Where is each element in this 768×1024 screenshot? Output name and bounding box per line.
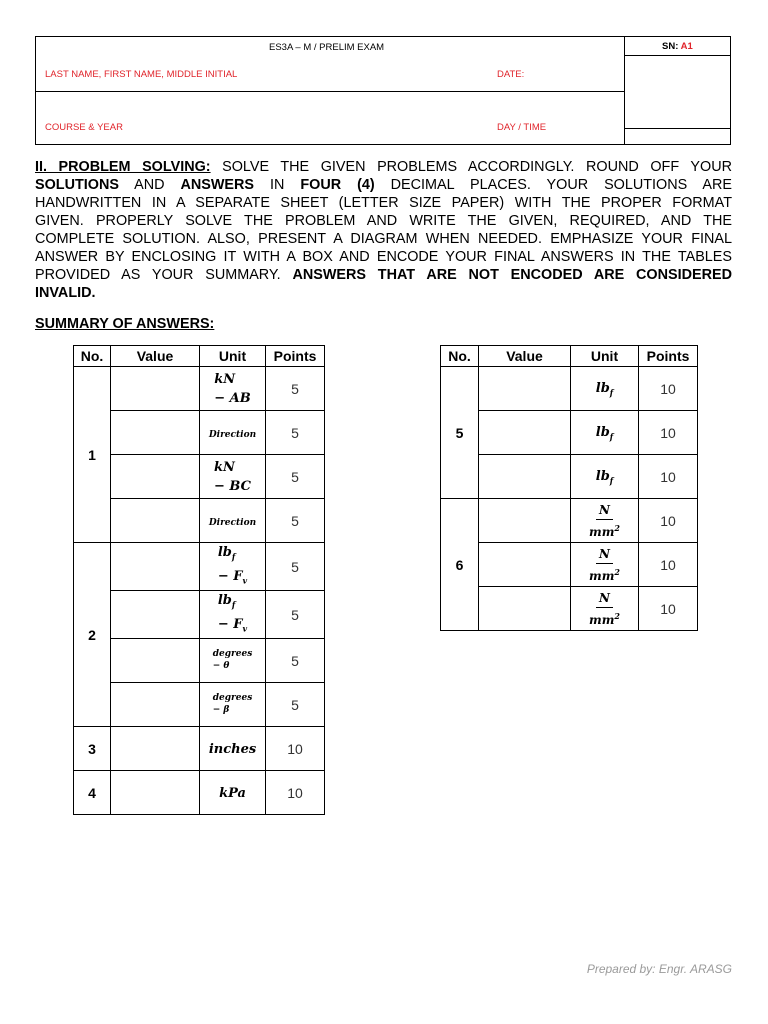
table-row bbox=[441, 455, 698, 499]
problem-number: 6 bbox=[441, 499, 479, 631]
answer-value-cell[interactable] bbox=[479, 411, 571, 455]
unit-subscript: v bbox=[242, 575, 248, 586]
points-cell: 5 bbox=[266, 543, 325, 591]
instruction-bold: ANSWERS bbox=[180, 177, 255, 193]
section-heading: II. PROBLEM SOLVING: bbox=[35, 159, 211, 175]
answer-value-cell[interactable] bbox=[479, 587, 571, 631]
col-header-no: No. bbox=[74, 346, 111, 367]
instructions bbox=[35, 158, 732, 302]
points-cell: 5 bbox=[266, 499, 325, 543]
col-header-value: Value bbox=[111, 346, 200, 367]
unit-label bbox=[214, 370, 251, 408]
col-header-points: Points bbox=[639, 346, 698, 367]
points-cell: 10 bbox=[639, 367, 698, 411]
instruction-bold: INVALID. bbox=[35, 285, 96, 301]
unit-text: inches bbox=[208, 741, 257, 757]
unit-text: degrees bbox=[212, 693, 253, 704]
col-header-value: Value bbox=[479, 346, 571, 367]
unit-text: mm bbox=[589, 525, 615, 539]
unit-fraction bbox=[589, 503, 620, 540]
instruction-line bbox=[35, 176, 732, 194]
points-cell: 10 bbox=[639, 543, 698, 587]
answers-table-left bbox=[73, 345, 325, 815]
exam-title: ES3A – M / PRELIM EXAM bbox=[269, 42, 385, 53]
unit-text: − F bbox=[217, 616, 243, 632]
unit-text: mm bbox=[589, 613, 615, 627]
answer-value-cell[interactable] bbox=[111, 591, 200, 639]
unit-subscript: f bbox=[231, 599, 236, 610]
fraction-numerator: N bbox=[596, 503, 613, 520]
problem-number: 4 bbox=[74, 771, 111, 815]
answer-value-cell[interactable] bbox=[111, 639, 200, 683]
answer-value-cell[interactable] bbox=[111, 499, 200, 543]
fraction-denominator bbox=[589, 564, 620, 584]
instruction-bold: ANSWERS THAT ARE NOT ENCODED ARE CONSIDERED bbox=[292, 267, 732, 283]
instruction-line bbox=[35, 158, 732, 176]
answer-value-cell[interactable] bbox=[111, 543, 200, 591]
unit-cell bbox=[200, 591, 266, 639]
answer-value-cell[interactable] bbox=[111, 455, 200, 499]
points-cell: 5 bbox=[266, 639, 325, 683]
unit-cell bbox=[200, 683, 266, 727]
instruction-line: GIVEN. PROPERLY SOLVE THE PROBLEM AND WRITE THE GIVEN, REQUIRED, AND THE bbox=[35, 213, 732, 229]
unit-label bbox=[213, 648, 253, 672]
answer-value-cell[interactable] bbox=[479, 455, 571, 499]
fraction-numerator: N bbox=[596, 591, 613, 608]
instruction-line bbox=[35, 266, 732, 284]
answer-value-cell[interactable] bbox=[111, 771, 200, 815]
unit-text: − AB bbox=[214, 390, 251, 406]
unit-cell bbox=[200, 771, 266, 815]
table-header-row bbox=[74, 346, 325, 367]
course-year-label: COURSE & YEAR bbox=[45, 122, 123, 133]
header-divider bbox=[36, 91, 624, 92]
table-row bbox=[74, 591, 325, 639]
unit-fraction bbox=[589, 591, 620, 628]
table-row bbox=[74, 455, 325, 499]
instruction-text: DECIMAL PLACES. YOUR SOLUTIONS ARE bbox=[374, 177, 732, 193]
unit-subscript: v bbox=[242, 623, 248, 634]
fraction-denominator bbox=[589, 520, 620, 540]
table-row bbox=[74, 411, 325, 455]
points-cell: 5 bbox=[266, 367, 325, 411]
table-row bbox=[74, 543, 325, 591]
unit-superscript: 2 bbox=[614, 567, 620, 577]
points-cell: 10 bbox=[266, 727, 325, 771]
unit-label bbox=[596, 469, 613, 484]
table-header-row bbox=[441, 346, 698, 367]
unit-text: degrees bbox=[212, 649, 253, 660]
unit-label bbox=[218, 543, 247, 590]
summary-title: SUMMARY OF ANSWERS: bbox=[35, 316, 215, 332]
instruction-text: IN bbox=[254, 177, 301, 193]
fraction-numerator: N bbox=[596, 547, 613, 564]
unit-cell bbox=[200, 639, 266, 683]
name-label: LAST NAME, FIRST NAME, MIDDLE INITIAL bbox=[45, 69, 238, 80]
sn-value: A1 bbox=[680, 41, 693, 52]
unit-subscript: f bbox=[609, 387, 614, 398]
table-row bbox=[441, 587, 698, 631]
unit-subscript: f bbox=[609, 431, 614, 442]
table-row bbox=[441, 499, 698, 543]
header-divider bbox=[624, 55, 730, 56]
problem-number: 1 bbox=[74, 367, 111, 543]
points-cell: 5 bbox=[266, 683, 325, 727]
unit-cell bbox=[200, 455, 266, 499]
answer-value-cell[interactable] bbox=[479, 367, 571, 411]
answer-value-cell[interactable] bbox=[111, 727, 200, 771]
serial-number bbox=[662, 41, 693, 52]
unit-cell bbox=[571, 499, 639, 543]
unit-text: lb bbox=[595, 425, 610, 441]
unit-label bbox=[214, 458, 251, 496]
instruction-line bbox=[35, 284, 732, 302]
unit-text: − θ bbox=[212, 661, 230, 672]
problem-number: 5 bbox=[441, 367, 479, 499]
instruction-line: COMPLETE SOLUTION. ALSO, PRESENT A DIAGRAM WHEN NEEDED. EMPHASIZE YOUR FINAL bbox=[35, 231, 732, 247]
fraction-denominator bbox=[589, 608, 620, 628]
answer-value-cell[interactable] bbox=[479, 499, 571, 543]
answer-value-cell[interactable] bbox=[111, 411, 200, 455]
unit-superscript: 2 bbox=[614, 611, 620, 621]
unit-label bbox=[213, 692, 253, 716]
points-cell: 10 bbox=[639, 411, 698, 455]
unit-text: lb bbox=[217, 593, 232, 609]
unit-text: − BC bbox=[214, 478, 251, 494]
instruction-text: SOLVE THE GIVEN PROBLEMS ACCORDINGLY. ROUND OFF YOUR bbox=[210, 159, 732, 175]
unit-cell bbox=[200, 367, 266, 411]
unit-text: kN bbox=[214, 459, 235, 475]
unit-subscript: f bbox=[609, 475, 614, 486]
table-row bbox=[441, 543, 698, 587]
table-row bbox=[74, 367, 325, 411]
problem-number: 3 bbox=[74, 727, 111, 771]
points-cell: 5 bbox=[266, 411, 325, 455]
points-cell: 5 bbox=[266, 455, 325, 499]
unit-cell bbox=[571, 455, 639, 499]
unit-text: Direction bbox=[208, 517, 257, 528]
unit-cell bbox=[200, 543, 266, 591]
unit-fraction bbox=[589, 547, 620, 584]
col-header-unit: Unit bbox=[571, 346, 639, 367]
col-header-no: No. bbox=[441, 346, 479, 367]
unit-text: mm bbox=[589, 569, 615, 583]
unit-text: lb bbox=[595, 469, 610, 485]
instruction-text: AND bbox=[118, 177, 181, 193]
table-row bbox=[441, 411, 698, 455]
unit-label bbox=[218, 591, 247, 638]
instruction-text: PROVIDED AS YOUR SUMMARY. bbox=[35, 267, 293, 283]
prepared-by-footer: Prepared by: Engr. ARASG bbox=[586, 962, 732, 976]
unit-text: kN bbox=[214, 371, 236, 387]
unit-label bbox=[596, 425, 613, 440]
unit-text: kPa bbox=[219, 785, 246, 801]
table-row bbox=[74, 727, 325, 771]
unit-cell bbox=[571, 587, 639, 631]
unit-cell bbox=[571, 367, 639, 411]
table-row bbox=[74, 639, 325, 683]
unit-cell bbox=[571, 411, 639, 455]
points-cell: 10 bbox=[639, 587, 698, 631]
instruction-bold: FOUR (4) bbox=[300, 177, 375, 193]
table-row bbox=[441, 367, 698, 411]
unit-text: − F bbox=[217, 568, 243, 584]
col-header-points: Points bbox=[266, 346, 325, 367]
col-header-unit: Unit bbox=[200, 346, 266, 367]
exam-header-box bbox=[35, 36, 731, 145]
unit-cell bbox=[200, 727, 266, 771]
unit-text: − β bbox=[212, 705, 230, 716]
unit-text: lb bbox=[217, 545, 232, 560]
day-time-label: DAY / TIME bbox=[497, 122, 547, 133]
table-row bbox=[74, 499, 325, 543]
instruction-line: ANSWER BY ENCLOSING IT WITH A BOX AND ENCODE YOUR FINAL ANSWERS IN THE TABLES bbox=[35, 249, 732, 265]
points-cell: 10 bbox=[639, 499, 698, 543]
answer-value-cell[interactable] bbox=[111, 683, 200, 727]
answers-table-right bbox=[440, 345, 698, 631]
problem-number: 2 bbox=[74, 543, 111, 727]
unit-cell bbox=[571, 543, 639, 587]
unit-text: Direction bbox=[208, 429, 257, 440]
table-row bbox=[74, 683, 325, 727]
unit-subscript: f bbox=[231, 551, 236, 562]
unit-cell bbox=[200, 411, 266, 455]
unit-superscript: 2 bbox=[614, 523, 620, 533]
points-cell: 10 bbox=[639, 455, 698, 499]
points-cell: 10 bbox=[266, 771, 325, 815]
date-label: DATE: bbox=[497, 69, 525, 80]
unit-text: lb bbox=[595, 381, 610, 397]
instruction-bold: SOLUTIONS bbox=[35, 177, 119, 193]
answer-value-cell[interactable] bbox=[111, 367, 200, 411]
points-cell: 5 bbox=[266, 591, 325, 639]
unit-label bbox=[596, 381, 613, 396]
header-divider bbox=[624, 128, 730, 129]
unit-cell bbox=[200, 499, 266, 543]
sn-label: SN: bbox=[662, 41, 679, 52]
instruction-line: HANDWRITTEN IN A SEPARATE SHEET (LETTER SIZE PAPER) WITH THE PROPER FORMAT bbox=[35, 195, 732, 211]
answer-value-cell[interactable] bbox=[479, 543, 571, 587]
table-row bbox=[74, 771, 325, 815]
